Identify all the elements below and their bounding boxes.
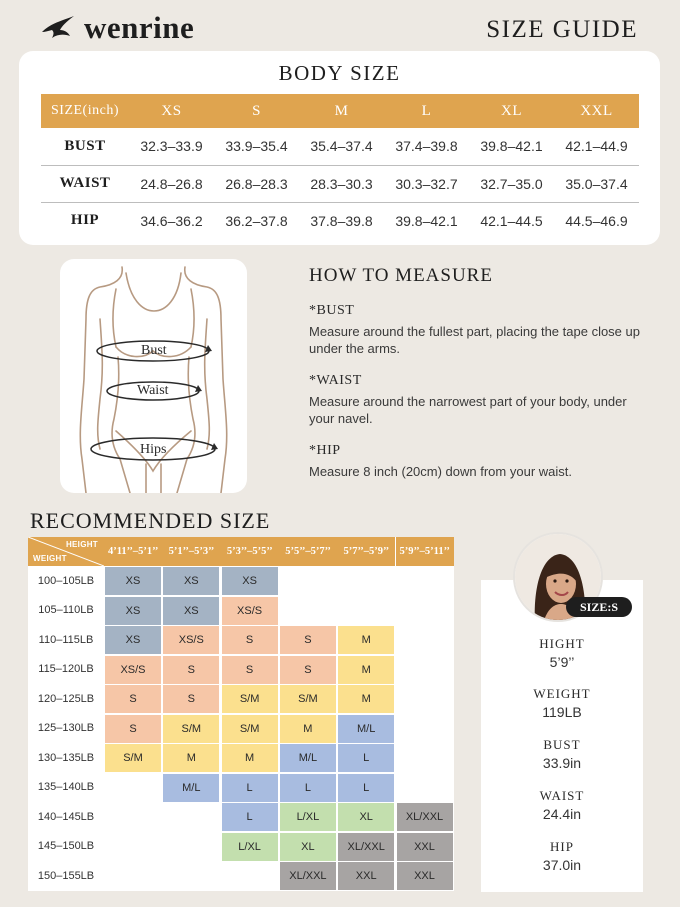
size-recommendation-cell: XS (105, 597, 161, 625)
size-recommendation-cell: XS/S (163, 626, 219, 654)
weight-row-label: 110–115LB (38, 633, 94, 646)
size-recommendation-cell: XS (105, 567, 161, 595)
recommended-size-grid (28, 537, 454, 891)
body-size-header-row (41, 94, 639, 128)
size-recommendation-cell: L (222, 803, 278, 831)
measure-item-desc: Measure around the fullest part, placing the tape close up under the arms. (309, 324, 640, 356)
stat-value: 33.9in (542, 755, 582, 771)
measure-item-title: *HIP (309, 443, 341, 458)
size-recommendation-cell: XL/XXL (338, 833, 394, 861)
size-recommendation-cell: S/M (280, 685, 336, 713)
stat-label: BUST (543, 737, 581, 752)
table-cell: 44.5–46.9 (554, 202, 639, 239)
size-recommendation-cell: M (163, 744, 219, 772)
size-recommendation-cell: XL/XXL (280, 862, 336, 890)
model-stat-weight (481, 686, 643, 720)
waist-row (41, 165, 639, 202)
model-size-badge: SIZE:S (566, 597, 632, 617)
body-size-table (41, 94, 639, 239)
row-label: BUST (64, 137, 106, 154)
size-recommendation-cell: XXL (397, 833, 453, 861)
table-cell: 37.8–39.8 (299, 202, 384, 239)
size-recommendation-cell: XXL (338, 862, 394, 890)
stat-value: 119LB (542, 704, 582, 720)
measure-item-bust (309, 303, 649, 357)
height-column-header: 5’9’’–5’11’’ (396, 537, 454, 566)
size-recommendation-cell: XS/S (105, 656, 161, 684)
body-size-title: BODY SIZE (278, 61, 401, 85)
height-column-header: 5’5’’–5’7’’ (279, 537, 337, 566)
hip-row (41, 202, 639, 239)
size-recommendation-cell: L (338, 774, 394, 802)
stat-value: 24.4in (542, 806, 582, 822)
size-recommendation-cell: S (105, 685, 161, 713)
size-recommendation-cell: L/XL (222, 833, 278, 861)
size-recommendation-cell: S (222, 656, 278, 684)
measure-item-desc: Measure around the narrowest part of your body, under your navel. (309, 394, 627, 426)
body-figure-card (60, 259, 247, 493)
row-label: WAIST (41, 165, 129, 202)
bust-row (41, 128, 639, 165)
size-recommendation-cell: M/L (280, 744, 336, 772)
size-header-xxl: XXL (554, 94, 639, 128)
size-unit-header: SIZE(inch) (41, 94, 129, 128)
how-to-measure-title: HOW TO MEASURE (309, 265, 493, 286)
brand-logo (40, 8, 194, 48)
grid-corner-header (28, 537, 104, 566)
size-recommendation-cell: S (163, 656, 219, 684)
size-recommendation-cell: XL (280, 833, 336, 861)
size-recommendation-cell: M/L (338, 715, 394, 743)
recommended-size-title: RECOMMENDED SIZE (30, 508, 271, 533)
height-column-header: 4’11’’–5’1’’ (104, 537, 162, 566)
table-cell: 36.2–37.8 (214, 202, 299, 239)
brand-name: wenrine (84, 10, 195, 45)
weight-axis-label: WEIGHT (33, 554, 67, 563)
size-recommendation-cell: S/M (222, 715, 278, 743)
weight-row-label: 135–140LB (37, 781, 95, 793)
weight-row-label: 115–120LB (38, 663, 94, 675)
size-recommendation-cell: M (338, 685, 394, 713)
stat-value: 5’9’’ (549, 654, 575, 670)
stat-value: 37.0in (542, 857, 582, 873)
height-column-header: 5’7’’–5’9’’ (337, 537, 395, 566)
table-cell: 32.7–35.0 (469, 165, 554, 202)
model-stat-hip (481, 839, 643, 873)
bust-label: Bust (141, 343, 167, 358)
measure-item-title: *BUST (309, 303, 355, 318)
size-recommendation-cell: M (222, 744, 278, 772)
size-recommendation-cell: M (338, 626, 394, 654)
how-to-measure-section (309, 265, 649, 496)
table-cell: 28.3–30.3 (299, 165, 384, 202)
size-recommendation-cell: XS (163, 597, 219, 625)
size-recommendation-cell: M (338, 656, 394, 684)
size-recommendation-cell: XS (105, 626, 161, 654)
weight-row-label: 130–135LB (37, 751, 95, 764)
stat-label: WAIST (539, 788, 585, 803)
size-recommendation-cell: XXL (397, 862, 453, 890)
weight-row-label: 100–105LB (37, 574, 95, 587)
table-cell: 42.1–44.9 (565, 138, 628, 155)
weight-row-label: 140–145LB (37, 810, 95, 823)
size-recommendation-cell: L (280, 774, 336, 802)
waist-label: Waist (137, 383, 169, 398)
height-axis-label: HEIGHT (65, 540, 98, 549)
size-recommendation-cell: S (222, 626, 278, 654)
page-title: SIZE GUIDE (486, 16, 638, 43)
measure-item-hip (309, 443, 649, 480)
table-cell: 32.3–33.9 (140, 138, 203, 155)
table-cell: 35.4–37.4 (310, 138, 373, 155)
size-recommendation-cell: S (280, 656, 336, 684)
table-cell: 37.4–39.8 (395, 138, 458, 155)
size-recommendation-cell: M (280, 715, 336, 743)
size-header-s: S (214, 94, 299, 128)
size-recommendation-cell: XS (222, 567, 278, 595)
weight-row-label: 125–130LB (37, 722, 95, 734)
size-recommendation-cell: L (222, 774, 278, 802)
table-cell: 39.8–42.1 (384, 202, 469, 239)
height-column-header: 5’3’’–5’5’’ (221, 537, 279, 566)
weight-row-label: 120–125LB (37, 692, 95, 705)
table-cell: 30.3–32.7 (384, 165, 469, 202)
size-recommendation-cell: S (280, 626, 336, 654)
size-header-xs: XS (129, 94, 214, 128)
size-recommendation-cell: S/M (222, 685, 278, 713)
table-cell: 24.8–26.8 (129, 165, 214, 202)
model-stat-bust (481, 737, 643, 771)
body-size-card (19, 51, 660, 245)
stat-label: HIGHT (539, 636, 585, 651)
size-recommendation-cell: S/M (105, 744, 161, 772)
size-recommendation-cell: L/XL (280, 803, 336, 831)
size-recommendation-cell: L (338, 744, 394, 772)
swallow-logo-icon (40, 14, 76, 42)
measure-item-waist (309, 373, 649, 427)
size-recommendation-cell: XL/XXL (397, 803, 453, 831)
size-header-m: M (299, 94, 384, 128)
stat-label: WEIGHT (533, 686, 591, 701)
size-header-l: L (384, 94, 469, 128)
table-cell: 33.9–35.4 (225, 138, 288, 155)
weight-row-label: 145–150LB (37, 840, 95, 852)
model-stat-waist (481, 788, 643, 822)
measure-item-title: *WAIST (309, 373, 362, 388)
size-recommendation-cell: XS (163, 567, 219, 595)
size-recommendation-cell: M/L (163, 774, 219, 802)
table-cell: 34.6–36.2 (129, 202, 214, 239)
hips-label: Hips (140, 442, 167, 457)
height-column-header: 5’1’’–5’3’’ (162, 537, 220, 566)
weight-row-label: 105–110LB (38, 604, 94, 616)
model-stat-height (481, 636, 643, 670)
table-cell: 35.0–37.4 (554, 165, 639, 202)
table-cell: 42.1–44.5 (469, 202, 554, 239)
table-cell: 39.8–42.1 (480, 138, 543, 155)
row-label: HIP (41, 202, 129, 239)
size-recommendation-cell: S (105, 715, 161, 743)
size-recommendation-cell: XL (338, 803, 394, 831)
size-header-xl: XL (469, 94, 554, 128)
size-recommendation-cell: S/M (163, 715, 219, 743)
size-recommendation-cell: XS/S (222, 597, 278, 625)
size-recommendation-cell: S (163, 685, 219, 713)
stat-label: HIP (550, 839, 574, 854)
table-cell: 26.8–28.3 (214, 165, 299, 202)
measure-item-desc: Measure 8 inch (20cm) down from your waist. (309, 464, 572, 479)
weight-row-label: 150–155LB (37, 869, 95, 882)
